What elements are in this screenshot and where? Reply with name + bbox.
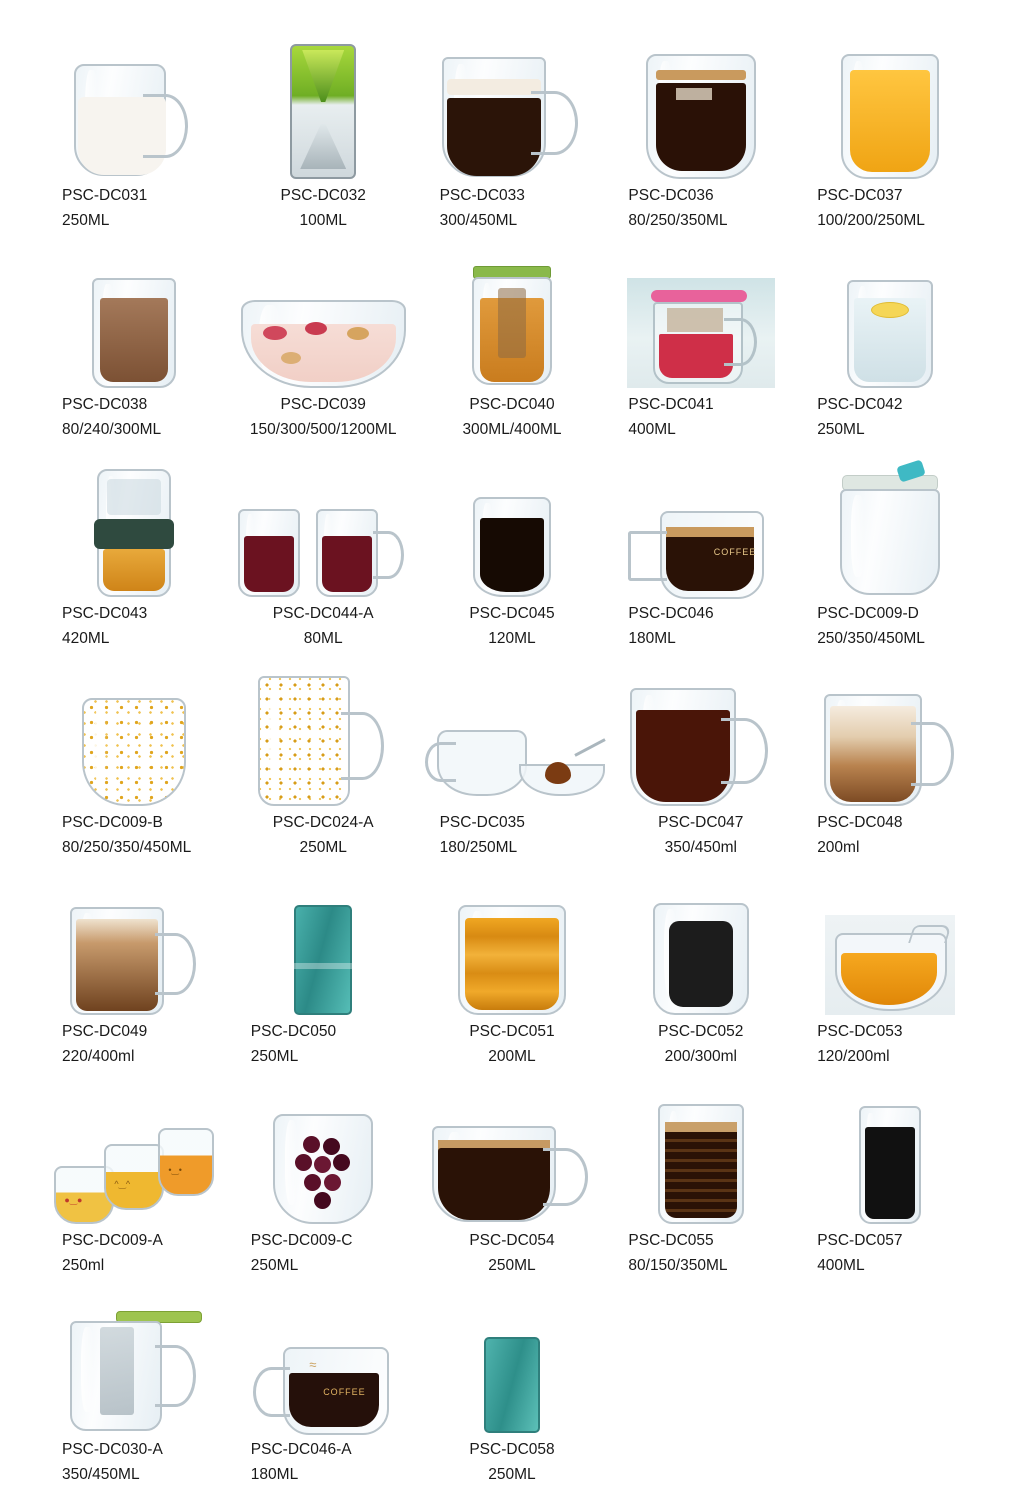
- product-labels: [229, 1437, 418, 1487]
- product-code: PSC-DC050: [250, 1023, 337, 1040]
- product-volume: 250ML: [250, 1257, 299, 1274]
- product-cell[interactable]: [795, 446, 984, 655]
- product-cell[interactable]: [418, 237, 607, 446]
- product-code: PSC-DC049: [62, 1023, 148, 1040]
- product-volume: 350/450ml: [664, 839, 737, 856]
- product-image: [229, 28, 418, 183]
- wavy-amber-cup-icon: [458, 905, 566, 1015]
- product-volume: 220/400ml: [62, 1048, 135, 1065]
- product-image: [40, 237, 229, 392]
- tea-mug-dark-icon: [630, 688, 772, 806]
- product-cell[interactable]: [418, 1282, 607, 1491]
- product-code: PSC-DC009-C: [250, 1232, 353, 1249]
- coffee-printed-mug-icon: COFFEE ≈: [253, 1347, 393, 1433]
- product-image: [606, 655, 795, 810]
- product-image: [606, 446, 795, 601]
- product-image: [795, 1073, 984, 1228]
- product-volume: 250ml: [62, 1257, 105, 1274]
- product-image: [418, 446, 607, 601]
- product-code: PSC-DC046: [628, 605, 714, 622]
- product-volume: 80ML: [303, 630, 343, 647]
- product-labels: [606, 392, 795, 442]
- product-image: [40, 1282, 229, 1437]
- product-code: PSC-DC009-A: [62, 1232, 163, 1249]
- product-labels: [229, 1228, 418, 1278]
- product-code: PSC-DC040: [469, 396, 555, 413]
- product-image: [795, 28, 984, 183]
- product-volume: 250ML: [299, 839, 347, 856]
- product-labels: [418, 601, 607, 651]
- product-code: PSC-DC047: [658, 814, 744, 831]
- product-volume: 420ML: [62, 630, 110, 647]
- product-code: PSC-DC033: [439, 187, 525, 204]
- hourglass-shot-glass-icon: [290, 44, 356, 179]
- product-volume: 120ML: [488, 630, 536, 647]
- product-cell[interactable]: [606, 28, 795, 237]
- latte-tumbler-icon: [92, 278, 176, 388]
- product-cell[interactable]: [606, 446, 795, 655]
- product-cell[interactable]: [40, 864, 229, 1073]
- product-image: [418, 28, 607, 183]
- product-volume: 100/200/250ML: [817, 212, 925, 229]
- product-code: PSC-DC048: [817, 814, 903, 831]
- product-volume: 100ML: [299, 212, 347, 229]
- product-code: PSC-DC051: [469, 1023, 555, 1040]
- product-image: [229, 237, 418, 392]
- product-code: PSC-DC042: [817, 396, 903, 413]
- product-image: [40, 446, 229, 601]
- product-labels: [229, 601, 418, 651]
- product-code: PSC-DC035: [439, 814, 525, 831]
- product-image: [418, 655, 607, 810]
- product-code: PSC-DC041: [628, 396, 714, 413]
- product-cell-empty: [795, 1282, 984, 1491]
- turkish-tea-glass-pair-icon: [238, 501, 408, 597]
- product-cell[interactable]: [418, 655, 607, 864]
- teal-tumbler-icon: [294, 905, 352, 1015]
- product-code: PSC-DC024-A: [272, 814, 374, 831]
- product-volume: 180/250ML: [439, 839, 518, 856]
- product-image: [418, 237, 607, 392]
- product-image: [606, 864, 795, 1019]
- product-code: PSC-DC054: [469, 1232, 555, 1249]
- product-volume: 200/300ml: [664, 1048, 737, 1065]
- product-cell[interactable]: [229, 237, 418, 446]
- product-volume: 80/250/350ML: [628, 212, 728, 229]
- product-labels: [40, 601, 229, 651]
- product-cell[interactable]: [418, 1073, 607, 1282]
- product-volume: 250/350/450ML: [817, 630, 925, 647]
- product-image: [229, 1282, 418, 1437]
- product-cell[interactable]: [40, 1073, 229, 1282]
- teal-tall-glass-icon: [484, 1337, 540, 1433]
- product-code: PSC-DC030-A: [62, 1441, 163, 1458]
- product-code: PSC-DC043: [62, 605, 148, 622]
- espresso-curved-glass-icon: [473, 497, 551, 597]
- gold-fleck-cup-icon: [82, 698, 186, 806]
- product-cell-empty: [606, 1282, 795, 1491]
- product-code: PSC-DC036: [628, 187, 714, 204]
- product-cell[interactable]: [40, 28, 229, 237]
- product-cell[interactable]: [606, 655, 795, 864]
- tall-black-coffee-glass-icon: [859, 1106, 921, 1224]
- cappuccino-mug-icon: [70, 907, 198, 1015]
- product-image: [229, 446, 418, 601]
- product-volume: 400ML: [628, 421, 676, 438]
- product-code: PSC-DC052: [658, 1023, 744, 1040]
- product-image: [795, 237, 984, 392]
- product-cell[interactable]: [795, 28, 984, 237]
- coffee-square-handle-mug-icon: COFFEE: [626, 511, 776, 597]
- product-code: PSC-DC055: [628, 1232, 714, 1249]
- heart-saucer-cup-icon: [427, 724, 597, 806]
- product-volume: 80/150/350ML: [628, 1257, 728, 1274]
- tumbler-flip-lid-icon: [840, 475, 940, 597]
- product-code: PSC-DC031: [62, 187, 148, 204]
- product-labels: [40, 183, 229, 233]
- product-cell[interactable]: [229, 1282, 418, 1491]
- product-labels: [418, 1437, 607, 1487]
- product-volume: 300ML/400ML: [462, 421, 562, 438]
- infuser-mug-green-lid-icon: [70, 1311, 198, 1433]
- product-labels: [606, 1019, 795, 1069]
- product-labels: [795, 810, 984, 860]
- lemon-water-glass-icon: [847, 280, 933, 388]
- product-cell[interactable]: [418, 446, 607, 655]
- infuser-tumbler-green-lid-icon: [472, 266, 552, 388]
- latte-layered-mug-icon: [824, 694, 956, 806]
- product-labels: [418, 810, 607, 860]
- product-image: [418, 864, 607, 1019]
- product-image: [606, 28, 795, 183]
- product-labels: [40, 1228, 229, 1278]
- product-volume: 200ML: [488, 1048, 536, 1065]
- product-code: PSC-DC009-B: [62, 814, 163, 831]
- product-volume: 350/450ML: [62, 1466, 140, 1483]
- product-labels: [229, 810, 418, 860]
- product-image: [606, 237, 795, 392]
- product-cell[interactable]: [795, 864, 984, 1073]
- product-cell[interactable]: [606, 864, 795, 1073]
- product-labels: [606, 1228, 795, 1278]
- product-labels: [795, 1228, 984, 1278]
- product-image: [795, 655, 984, 810]
- animal-cup-trio-icon: ●‿● ^‿^ •‿•: [54, 1128, 214, 1224]
- product-labels: [40, 810, 229, 860]
- product-labels: [606, 183, 795, 233]
- product-code: PSC-DC046-A: [250, 1441, 352, 1458]
- milk-jug-glass-icon: [74, 64, 194, 179]
- spouted-orange-bowl-icon: [825, 915, 955, 1015]
- product-image: [40, 864, 229, 1019]
- product-labels: [418, 1019, 607, 1069]
- product-labels: [229, 183, 418, 233]
- product-code: PSC-DC038: [62, 396, 148, 413]
- product-volume: 250ML: [817, 421, 865, 438]
- product-volume: 180ML: [628, 630, 676, 647]
- product-labels: [229, 1019, 418, 1069]
- product-labels: [40, 1019, 229, 1069]
- product-labels: [606, 810, 795, 860]
- product-cell[interactable]: [229, 655, 418, 864]
- product-image: [229, 655, 418, 810]
- product-image: [418, 1073, 607, 1228]
- product-image: [229, 864, 418, 1019]
- product-labels: [418, 392, 607, 442]
- product-labels: [40, 1437, 229, 1487]
- ribbed-coffee-tumbler-icon: [658, 1104, 744, 1224]
- product-cell[interactable]: [229, 864, 418, 1073]
- product-labels: [606, 601, 795, 651]
- product-labels: [418, 1228, 607, 1278]
- product-image: [795, 446, 984, 601]
- amber-tea-glass-icon: [841, 54, 939, 179]
- product-code: PSC-DC057: [817, 1232, 903, 1249]
- product-volume: 250ML: [488, 1466, 536, 1483]
- gold-fleck-mug-icon: [258, 676, 388, 806]
- coffee-mug-handle-icon: [442, 57, 582, 179]
- product-cell[interactable]: [229, 446, 418, 655]
- bulge-coffee-glass-icon: [653, 903, 749, 1015]
- product-code: PSC-DC009-D: [817, 605, 919, 622]
- product-cell[interactable]: [40, 446, 229, 655]
- product-volume: 150/300/500/1200ML: [249, 421, 397, 438]
- product-image: [418, 1282, 607, 1437]
- product-code: PSC-DC044-A: [272, 605, 374, 622]
- product-image: [229, 1073, 418, 1228]
- product-volume: 80/240/300ML: [62, 421, 162, 438]
- product-cell[interactable]: [606, 237, 795, 446]
- product-volume: 80/250/350/450ML: [62, 839, 192, 856]
- tall-coffee-glass-icon: [646, 54, 756, 179]
- product-volume: 120/200ml: [817, 1048, 890, 1065]
- product-volume: 250ML: [62, 212, 110, 229]
- product-volume: 400ML: [817, 1257, 865, 1274]
- product-volume: 250ML: [250, 1048, 299, 1065]
- product-image: [40, 1073, 229, 1228]
- product-cell[interactable]: [418, 864, 607, 1073]
- product-cell[interactable]: [40, 1282, 229, 1491]
- product-code: PSC-DC037: [817, 187, 903, 204]
- product-cell[interactable]: [40, 655, 229, 864]
- product-volume: 200ml: [817, 839, 860, 856]
- product-labels: [795, 392, 984, 442]
- product-cell[interactable]: [229, 1073, 418, 1282]
- product-cell[interactable]: [795, 655, 984, 864]
- product-cell[interactable]: [795, 237, 984, 446]
- product-labels: [229, 392, 418, 442]
- product-code: PSC-DC058: [469, 1441, 555, 1458]
- product-labels: [795, 601, 984, 651]
- wide-coffee-cup-icon: [432, 1126, 592, 1224]
- product-cell[interactable]: [229, 28, 418, 237]
- grape-cluster-cup-icon: [273, 1114, 373, 1224]
- product-image: [40, 28, 229, 183]
- product-volume: 250ML: [488, 1257, 536, 1274]
- product-cell[interactable]: [418, 28, 607, 237]
- product-labels: [795, 1019, 984, 1069]
- travel-bottle-sleeve-icon: [97, 469, 171, 597]
- product-code: PSC-DC053: [817, 1023, 903, 1040]
- product-labels: [795, 183, 984, 233]
- product-volume: 180ML: [250, 1466, 299, 1483]
- product-code: PSC-DC039: [280, 396, 366, 413]
- product-labels: [40, 392, 229, 442]
- product-cell[interactable]: [606, 1073, 795, 1282]
- product-image: [40, 655, 229, 810]
- product-image: [795, 864, 984, 1019]
- product-labels: [418, 183, 607, 233]
- product-image: [606, 1073, 795, 1228]
- product-cell[interactable]: [795, 1073, 984, 1282]
- tea-mug-pink-lid-icon: [627, 278, 775, 388]
- product-code: PSC-DC032: [280, 187, 366, 204]
- product-volume: 300/450ML: [439, 212, 518, 229]
- product-code: PSC-DC045: [469, 605, 555, 622]
- product-cell[interactable]: [40, 237, 229, 446]
- dessert-bowl-icon: [241, 300, 406, 388]
